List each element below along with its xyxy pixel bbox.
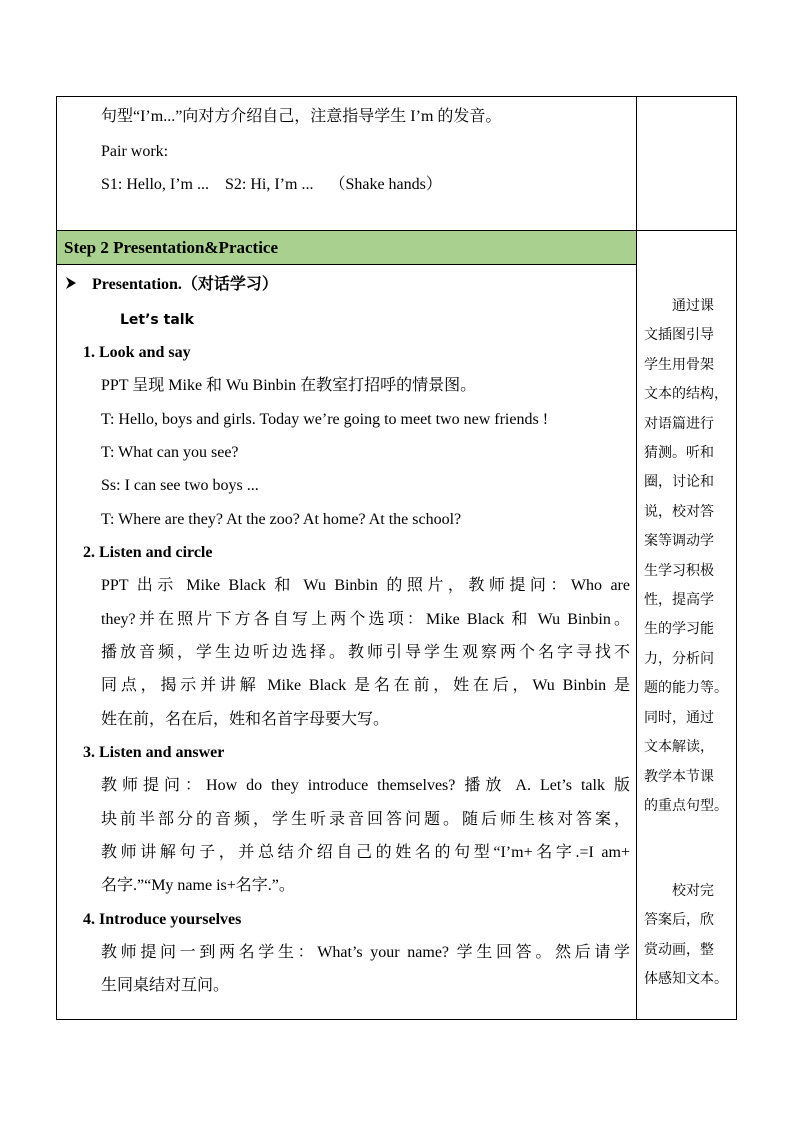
side-note-line: 通过课 bbox=[672, 298, 714, 314]
section-3-heading: 3. Listen and answer bbox=[83, 744, 225, 761]
side-note-line: 文插图引导 bbox=[644, 327, 714, 344]
side-note-line: 答案后，欣 bbox=[644, 912, 714, 929]
side-note-line: 案等调动学 bbox=[644, 533, 714, 550]
section-1-line: T: Hello, boys and girls. Today we’re going to meet two new friends ! bbox=[101, 411, 549, 428]
top-line-1: 句型“I’m...”向对方介绍自己，注意指导学生 I’m 的发音。 bbox=[101, 108, 502, 125]
side-note-line: 说，校对答 bbox=[644, 503, 714, 520]
side-note-line: 的重点句型。 bbox=[644, 797, 728, 814]
side-note-line: 赏动画，整 bbox=[644, 941, 714, 958]
section-3-line: 教师讲解句子，并总结介绍自己的姓名的句型“I’m+名字.=I am+ bbox=[101, 844, 630, 861]
section-3-line: 块前半部分的音频，学生听录音回答问题。随后师生核对答案， bbox=[101, 811, 630, 828]
section-1-line: Ss: I can see two boys ... bbox=[101, 477, 259, 494]
side-note-line: 题的能力等。 bbox=[644, 680, 728, 697]
side-note-line: 学生用骨架 bbox=[644, 356, 714, 373]
side-note-line: 文本的结构， bbox=[644, 386, 728, 403]
side-note-line: 圈，讨论和 bbox=[644, 474, 714, 491]
arrow-bullet-icon bbox=[65, 276, 77, 295]
side-note-line: 猜测。听和 bbox=[644, 445, 714, 462]
section-4-line: 教师提问一到两名学生：What’s your name? 学生回答。然后请学 bbox=[101, 944, 630, 961]
step-header bbox=[57, 231, 636, 265]
section-4-heading: 4. Introduce yourselves bbox=[83, 911, 242, 928]
section-4-line: 生同桌结对互问。 bbox=[101, 977, 230, 994]
section-3-line: 教师提问：How do they introduce themselves? 播放 A. Let’s talk 版 bbox=[101, 777, 630, 794]
side-note-line: 教学本节课 bbox=[644, 768, 714, 785]
section-3-line: 名字.”“My name is+名字.”。 bbox=[101, 877, 295, 894]
section-2-line: 播放音频，学生边听边选择。教师引导学生观察两个名字寻找不 bbox=[101, 644, 630, 661]
section-2-line: PPT 出示 Mike Black 和 Wu Binbin 的照片，教师提问：Who are bbox=[101, 577, 630, 594]
side-note-line: 生的学习能 bbox=[644, 621, 714, 638]
side-note-line: 力，分析问 bbox=[644, 650, 714, 667]
section-2-heading: 2. Listen and circle bbox=[83, 544, 213, 561]
section-2-line: they?并在照片下方各自写上两个选项：Mike Black 和 Wu Binbin。 bbox=[101, 611, 630, 628]
pair-work-label: Pair work: bbox=[101, 143, 169, 160]
side-note-1 bbox=[644, 292, 732, 821]
side-note-line: 生学习积极 bbox=[644, 562, 714, 579]
section-1-heading: 1. Look and say bbox=[83, 344, 191, 361]
section-2-line: 同点，揭示并讲解 Mike Black 是名在前，姓在后，Wu Binbin 是 bbox=[101, 677, 630, 694]
side-note-line: 体感知文本。 bbox=[644, 971, 728, 988]
section-1-line: T: What can you see? bbox=[101, 444, 239, 461]
side-note-line: 同时，通过 bbox=[644, 709, 714, 726]
section-1-line: T: Where are they? At the zoo? At home? At the school? bbox=[101, 511, 462, 528]
side-note-line: 对语篇进行 bbox=[644, 415, 714, 432]
section-2-line: 姓在前，名在后，姓和名首字母要大写。 bbox=[101, 711, 390, 728]
lesson-plan-table bbox=[56, 96, 737, 1020]
step-title: Step 2 Presentation&Practice bbox=[64, 238, 279, 257]
side-note-line: 校对完 bbox=[672, 883, 714, 899]
pair-work-dialogue: S1: Hello, I’m ... S2: Hi, I’m ... （Shake hands） bbox=[101, 176, 442, 193]
side-note-2 bbox=[644, 877, 732, 995]
column-divider bbox=[636, 97, 637, 1019]
section-1-line: PPT 呈现 Mike 和 Wu Binbin 在教室打招呼的情景图。 bbox=[101, 377, 477, 394]
presentation-heading: Presentation.（对话学习） bbox=[92, 276, 278, 293]
side-note-line: 性，提高学 bbox=[644, 592, 714, 609]
side-note-line: 文本解读， bbox=[644, 739, 714, 756]
lets-talk-label: Let’s talk bbox=[120, 312, 194, 328]
